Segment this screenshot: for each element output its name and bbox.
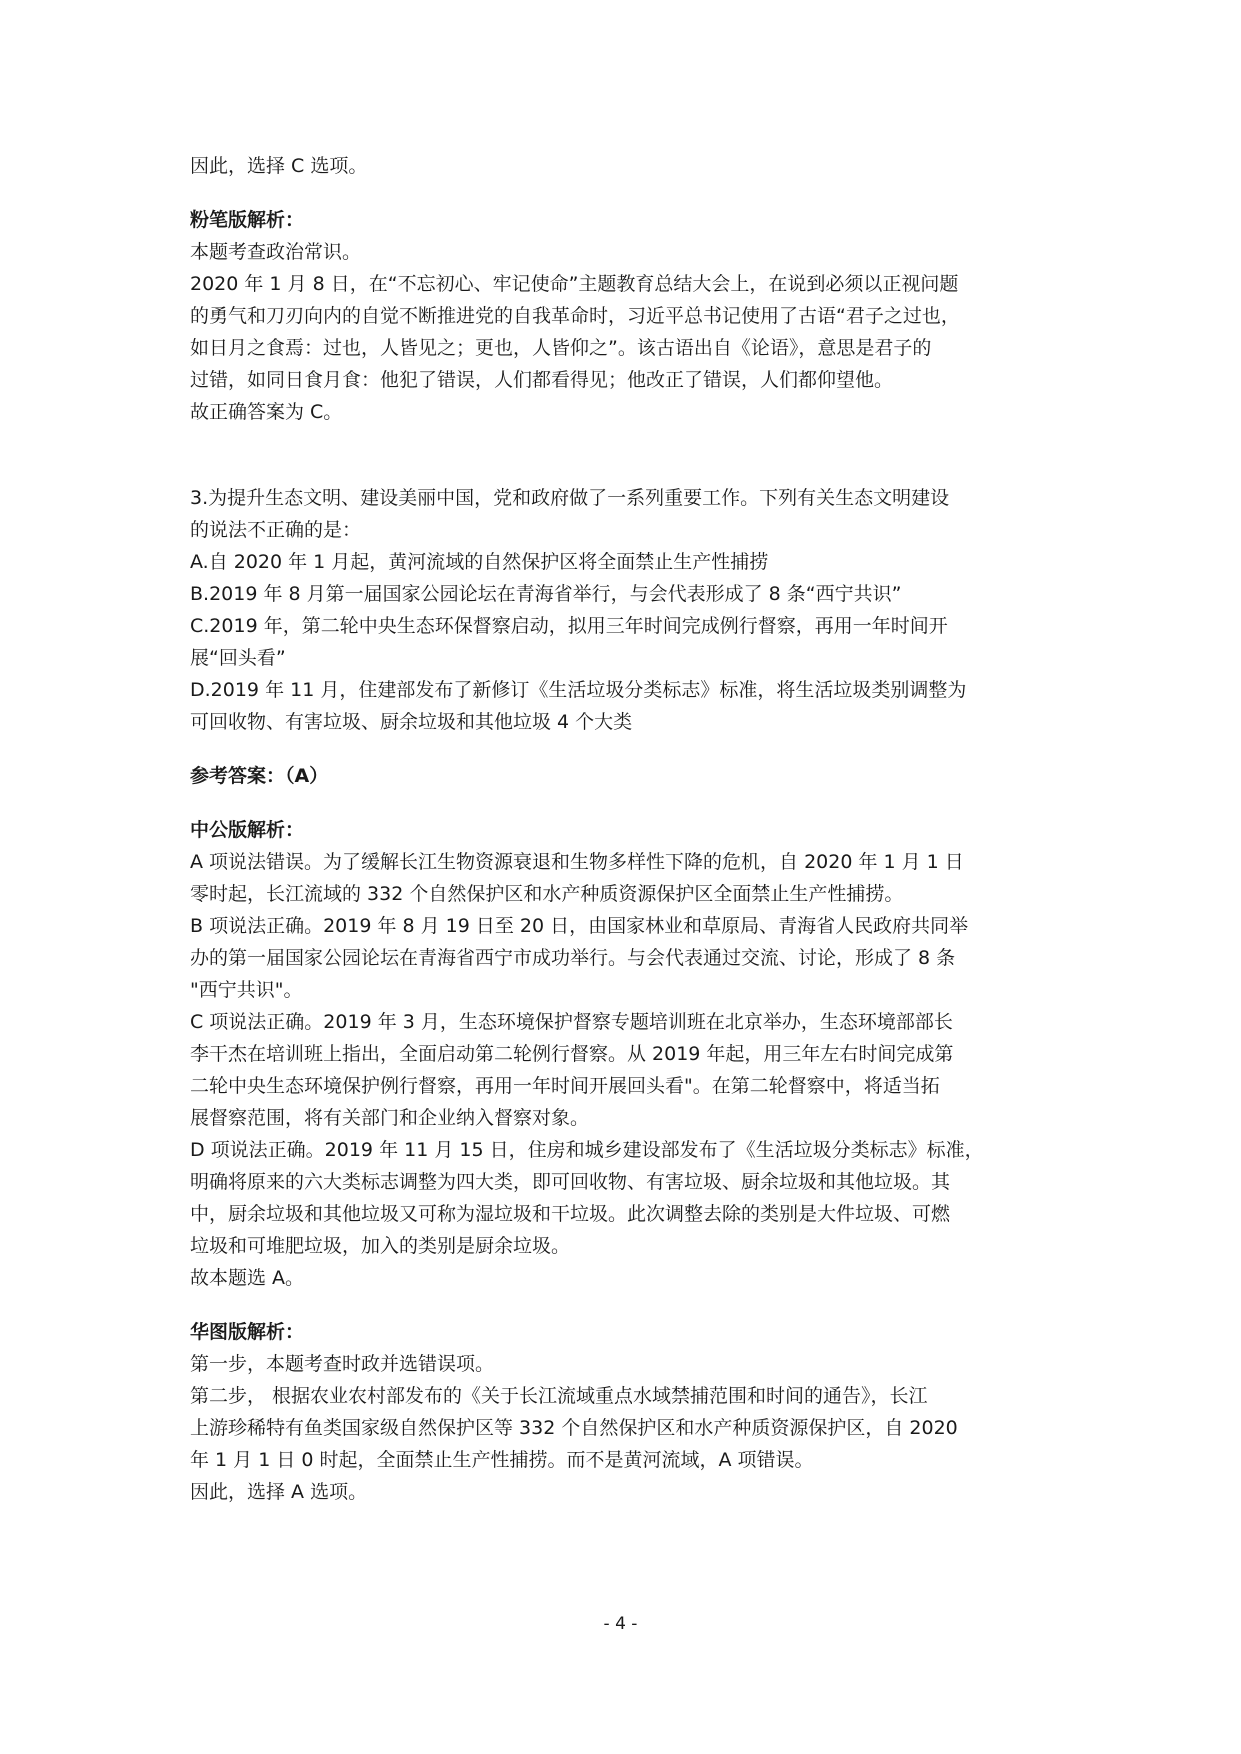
fenbi-line: 的勇气和刀刃向内的自觉不断推进党的自我革命时，习近平总书记使用了古语“君子之过也，: [190, 305, 960, 327]
option-d: D.2019 年 11 月，住建部发布了新修订《生活垃圾分类标志》标准，将生活垃圾类别调整为: [190, 679, 967, 701]
zhonggong-heading: 中公版解析：: [190, 819, 305, 841]
zhonggong-line: 二轮中央生态环境保护例行督察，再用一年时间开展回头看"。在第二轮督察中，将适当拓: [190, 1075, 940, 1097]
zhonggong-analysis: [190, 814, 1060, 1294]
fenbi-line: 本题考查政治常识。: [190, 241, 362, 263]
option-c: C.2019 年，第二轮中央生态环保督察启动，拟用三年时间完成例行督察，再用一年时间开: [190, 615, 948, 637]
zhonggong-line: 办的第一届国家公园论坛在青海省西宁市成功举行。与会代表通过交流、讨论，形成了 8 条: [190, 947, 956, 969]
zhonggong-line: 展督察范围，将有关部门和企业纳入督察对象。: [190, 1107, 590, 1129]
huatu-line: 因此，选择 A 选项。: [190, 1481, 368, 1503]
option-b: B.2019 年 8 月第一届国家公园论坛在青海省举行，与会代表形成了 8 条“西宁共识”: [190, 583, 902, 605]
question-stem: 的说法不正确的是：: [190, 519, 362, 541]
fenbi-analysis: [190, 204, 1060, 428]
question-3: [190, 482, 1060, 738]
question-stem: 3.为提升生态文明、建设美丽中国，党和政府做了一系列重要工作。下列有关生态文明建设: [190, 487, 950, 509]
fenbi-line: 过错，如同日食月食：他犯了错误，人们都看得见；他改正了错误，人们都仰望他。: [190, 369, 894, 391]
zhonggong-line: 李干杰在培训班上指出，全面启动第二轮例行督察。从 2019 年起，用三年左右时间完成第: [190, 1043, 954, 1065]
previous-conclusion: 因此，选择 C 选项。: [190, 155, 368, 177]
huatu-line: 第二步， 根据农业农村部发布的《关于长江流域重点水域禁捕范围和时间的通告》，长江: [190, 1385, 928, 1407]
fenbi-line: 2020 年 1 月 8 日，在“不忘初心、牢记使命”主题教育总结大会上，在说到必须以正视问题: [190, 273, 959, 295]
huatu-line: 年 1 月 1 日 0 时起，全面禁止生产性捕捞。而不是黄河流域，A 项错误。: [190, 1449, 814, 1471]
zhonggong-line: D 项说法正确。2019 年 11 月 15 日，住房和城乡建设部发布了《生活垃圾分类标志》标准，: [190, 1139, 984, 1161]
huatu-line: 上游珍稀特有鱼类国家级自然保护区等 332 个自然保护区和水产种质资源保护区，自 2020: [190, 1417, 958, 1439]
fenbi-line: 故正确答案为 C。: [190, 401, 343, 423]
fenbi-heading: 粉笔版解析：: [190, 209, 305, 231]
zhonggong-line: 故本题选 A。: [190, 1267, 305, 1289]
zhonggong-line: 明确将原来的六大类标志调整为四大类，即可回收物、有害垃圾、厨余垃圾和其他垃圾。其: [190, 1171, 951, 1193]
zhonggong-line: B 项说法正确。2019 年 8 月 19 日至 20 日，由国家林业和草原局、青海省人民政府共同举: [190, 915, 969, 937]
zhonggong-line: "西宁共识"。: [190, 979, 303, 1001]
option-a: A.自 2020 年 1 月起，黄河流域的自然保护区将全面禁止生产性捕捞: [190, 551, 769, 573]
huatu-line: 第一步，本题考查时政并选错误项。: [190, 1353, 495, 1375]
option-d-cont: 可回收物、有害垃圾、厨余垃圾和其他垃圾 4 个大类: [190, 711, 633, 733]
document-body: [190, 150, 1060, 1508]
zhonggong-line: C 项说法正确。2019 年 3 月，生态环境保护督察专题培训班在北京举办，生态环境部部长: [190, 1011, 953, 1033]
reference-answer: 参考答案：（A）: [190, 765, 329, 787]
huatu-heading: 华图版解析：: [190, 1321, 305, 1343]
zhonggong-line: 垃圾和可堆肥垃圾，加入的类别是厨余垃圾。: [190, 1235, 571, 1257]
huatu-analysis: [190, 1316, 1060, 1508]
fenbi-line: 如日月之食焉：过也，人皆见之；更也，人皆仰之”。该古语出自《论语》，意思是君子的: [190, 337, 932, 359]
zhonggong-line: 中，厨余垃圾和其他垃圾又可称为湿垃圾和干垃圾。此次调整去除的类别是大件垃圾、可燃: [190, 1203, 951, 1225]
option-c-cont: 展“回头看”: [190, 647, 286, 669]
page-number: - 4 -: [603, 1614, 638, 1634]
zhonggong-line: 零时起，长江流域的 332 个自然保护区和水产种质资源保护区全面禁止生产性捕捞。: [190, 883, 904, 905]
zhonggong-line: A 项说法错误。为了缓解长江生物资源衰退和生物多样性下降的危机，自 2020 年 1 月 1 日: [190, 851, 964, 873]
